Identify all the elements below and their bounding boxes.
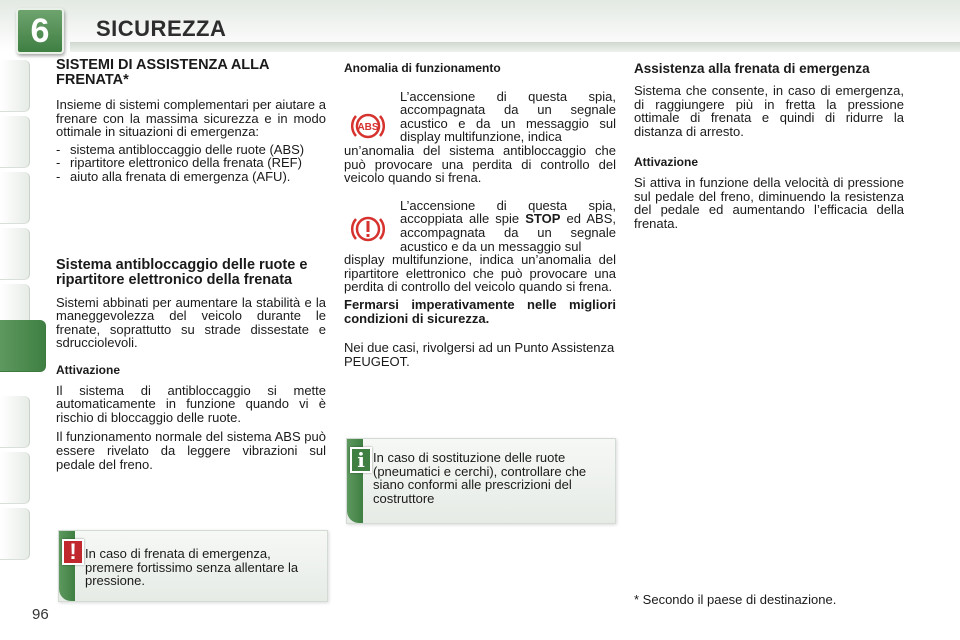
info-note-box [346,438,616,524]
stop-safely-note: Fermarsi imperativamente nelle migliori condizioni di sicurezza. [344,296,616,326]
column-middle [344,60,616,374]
list-item: - aiuto alla frenata di emergenza (AFU). [56,170,326,184]
stop-label: STOP [525,211,561,227]
activation-subheading: Attivazione [56,362,121,377]
ref-warning-text-b: ed ABS, accompagnata da un segnale acustico e da un messaggio sul [400,211,616,254]
list-item: - ripartitore elettronico della frenata (REF) [56,156,326,170]
brake-warning-light-icon [348,209,388,249]
chapter-tab-1[interactable] [0,60,30,112]
chapter-tab-6-active[interactable] [0,320,46,372]
chapter-tab-7[interactable] [0,396,30,448]
chapter-tabs [0,60,40,580]
section-heading-abs-ref: Sistema antibloccaggio delle ruote e ripartitore elettronico della frenata [56,256,308,288]
column-right [634,62,904,236]
page-title: SICUREZZA [96,16,227,41]
emergency-brake-paragraph: Sistema che consente, in caso di emergenza, di raggiungere più in fretta la pressione ottimale di frenata e quindi di ridurre la distanza di arresto. [634,83,904,139]
chapter-tab-3[interactable] [0,172,30,224]
chapter-tab-8[interactable] [0,452,30,504]
activation-subheading-right: Attivazione [634,155,699,170]
chapter-number-badge: 6 [16,8,64,54]
warning-note-box [58,530,328,602]
footnote: * Secondo il paese di destinazione. [634,592,837,607]
chapter-tab-4[interactable] [0,228,30,280]
info-icon: i [350,447,372,473]
malfunction-heading: Anomalia di funzionamento [344,61,501,75]
column-left [56,58,326,477]
systems-list [56,143,326,184]
activation-paragraph: Il sistema di antibloccaggio si mette automaticamente in funzione quando vi è rischio di bloccaggio delle ruote. [56,382,326,425]
intro-paragraph: Insieme di sistemi complementari per aiutare a frenare con la massima sicurezza e in modo ottimale in situazioni di emergenza: [56,97,326,140]
chapter-tab-2[interactable] [0,116,30,168]
ref-warning-text: display multifunzione, indica un’anomalia del ripartitore elettronico che può provocare una perdita di controllo del veicolo quando si frena. [344,252,616,295]
header-rule [70,42,960,52]
abs-icon-label: ABS [357,121,379,133]
ref-warning-block [344,199,616,294]
emergency-brake-assist-heading: Assistenza alla frenata di emergenza [634,61,870,76]
info-note-text: In caso di sostituzione delle ruote (pneumatici e cerchi), controllare che siano conformi alle prescrizioni del costruttore [373,450,587,506]
section-heading-brake-assist: SISTEMI DI ASSISTENZA ALLA FRENATA* [56,57,269,88]
warning-exclamation-icon: ! [62,539,84,565]
abs-vibration-paragraph: Il funzionamento normale del sistema ABS può essere rivelato da leggere vibrazioni sul pedale del freno. [56,429,326,472]
list-item: - sistema antibloccaggio delle ruote (ABS) [56,143,326,157]
abs-warning-block [344,90,616,185]
warning-note-text: In caso di frenata di emergenza, premere fortissimo senza allentare la pressione. [85,546,299,589]
abs-warning-text-indented: L’accensione di questa spia, accompagnata da un segnale acustico e da un messaggio sul display multifunzione, indica [400,88,616,145]
ref-warning-text-a: L’accensione di questa spia, accoppiata alle spie [400,197,616,227]
abs-ref-paragraph: Sistemi abbinati per aumentare la stabilità e la maneggevolezza del veicolo durante le frenate, soprattutto su strade dissestate e sdrucciolevoli. [56,294,326,351]
abs-warning-text: un’anomalia del sistema antibloccaggio che può provocare una perdita di controllo del veicolo quando si frena. [344,142,616,186]
chapter-tab-9[interactable] [0,508,30,560]
activation-paragraph-right: Si attiva in funzione della velocità di pressione sul pedale del freno, diminuendo la resistenza del pedale ed aumentando l’efficacia della frenata. [634,174,904,231]
abs-warning-light-icon [348,106,388,146]
page-number: 96 [32,606,49,623]
contact-dealer-paragraph: Nei due casi, rivolgersi ad un Punto Assistenza PEUGEOT. [344,340,615,369]
